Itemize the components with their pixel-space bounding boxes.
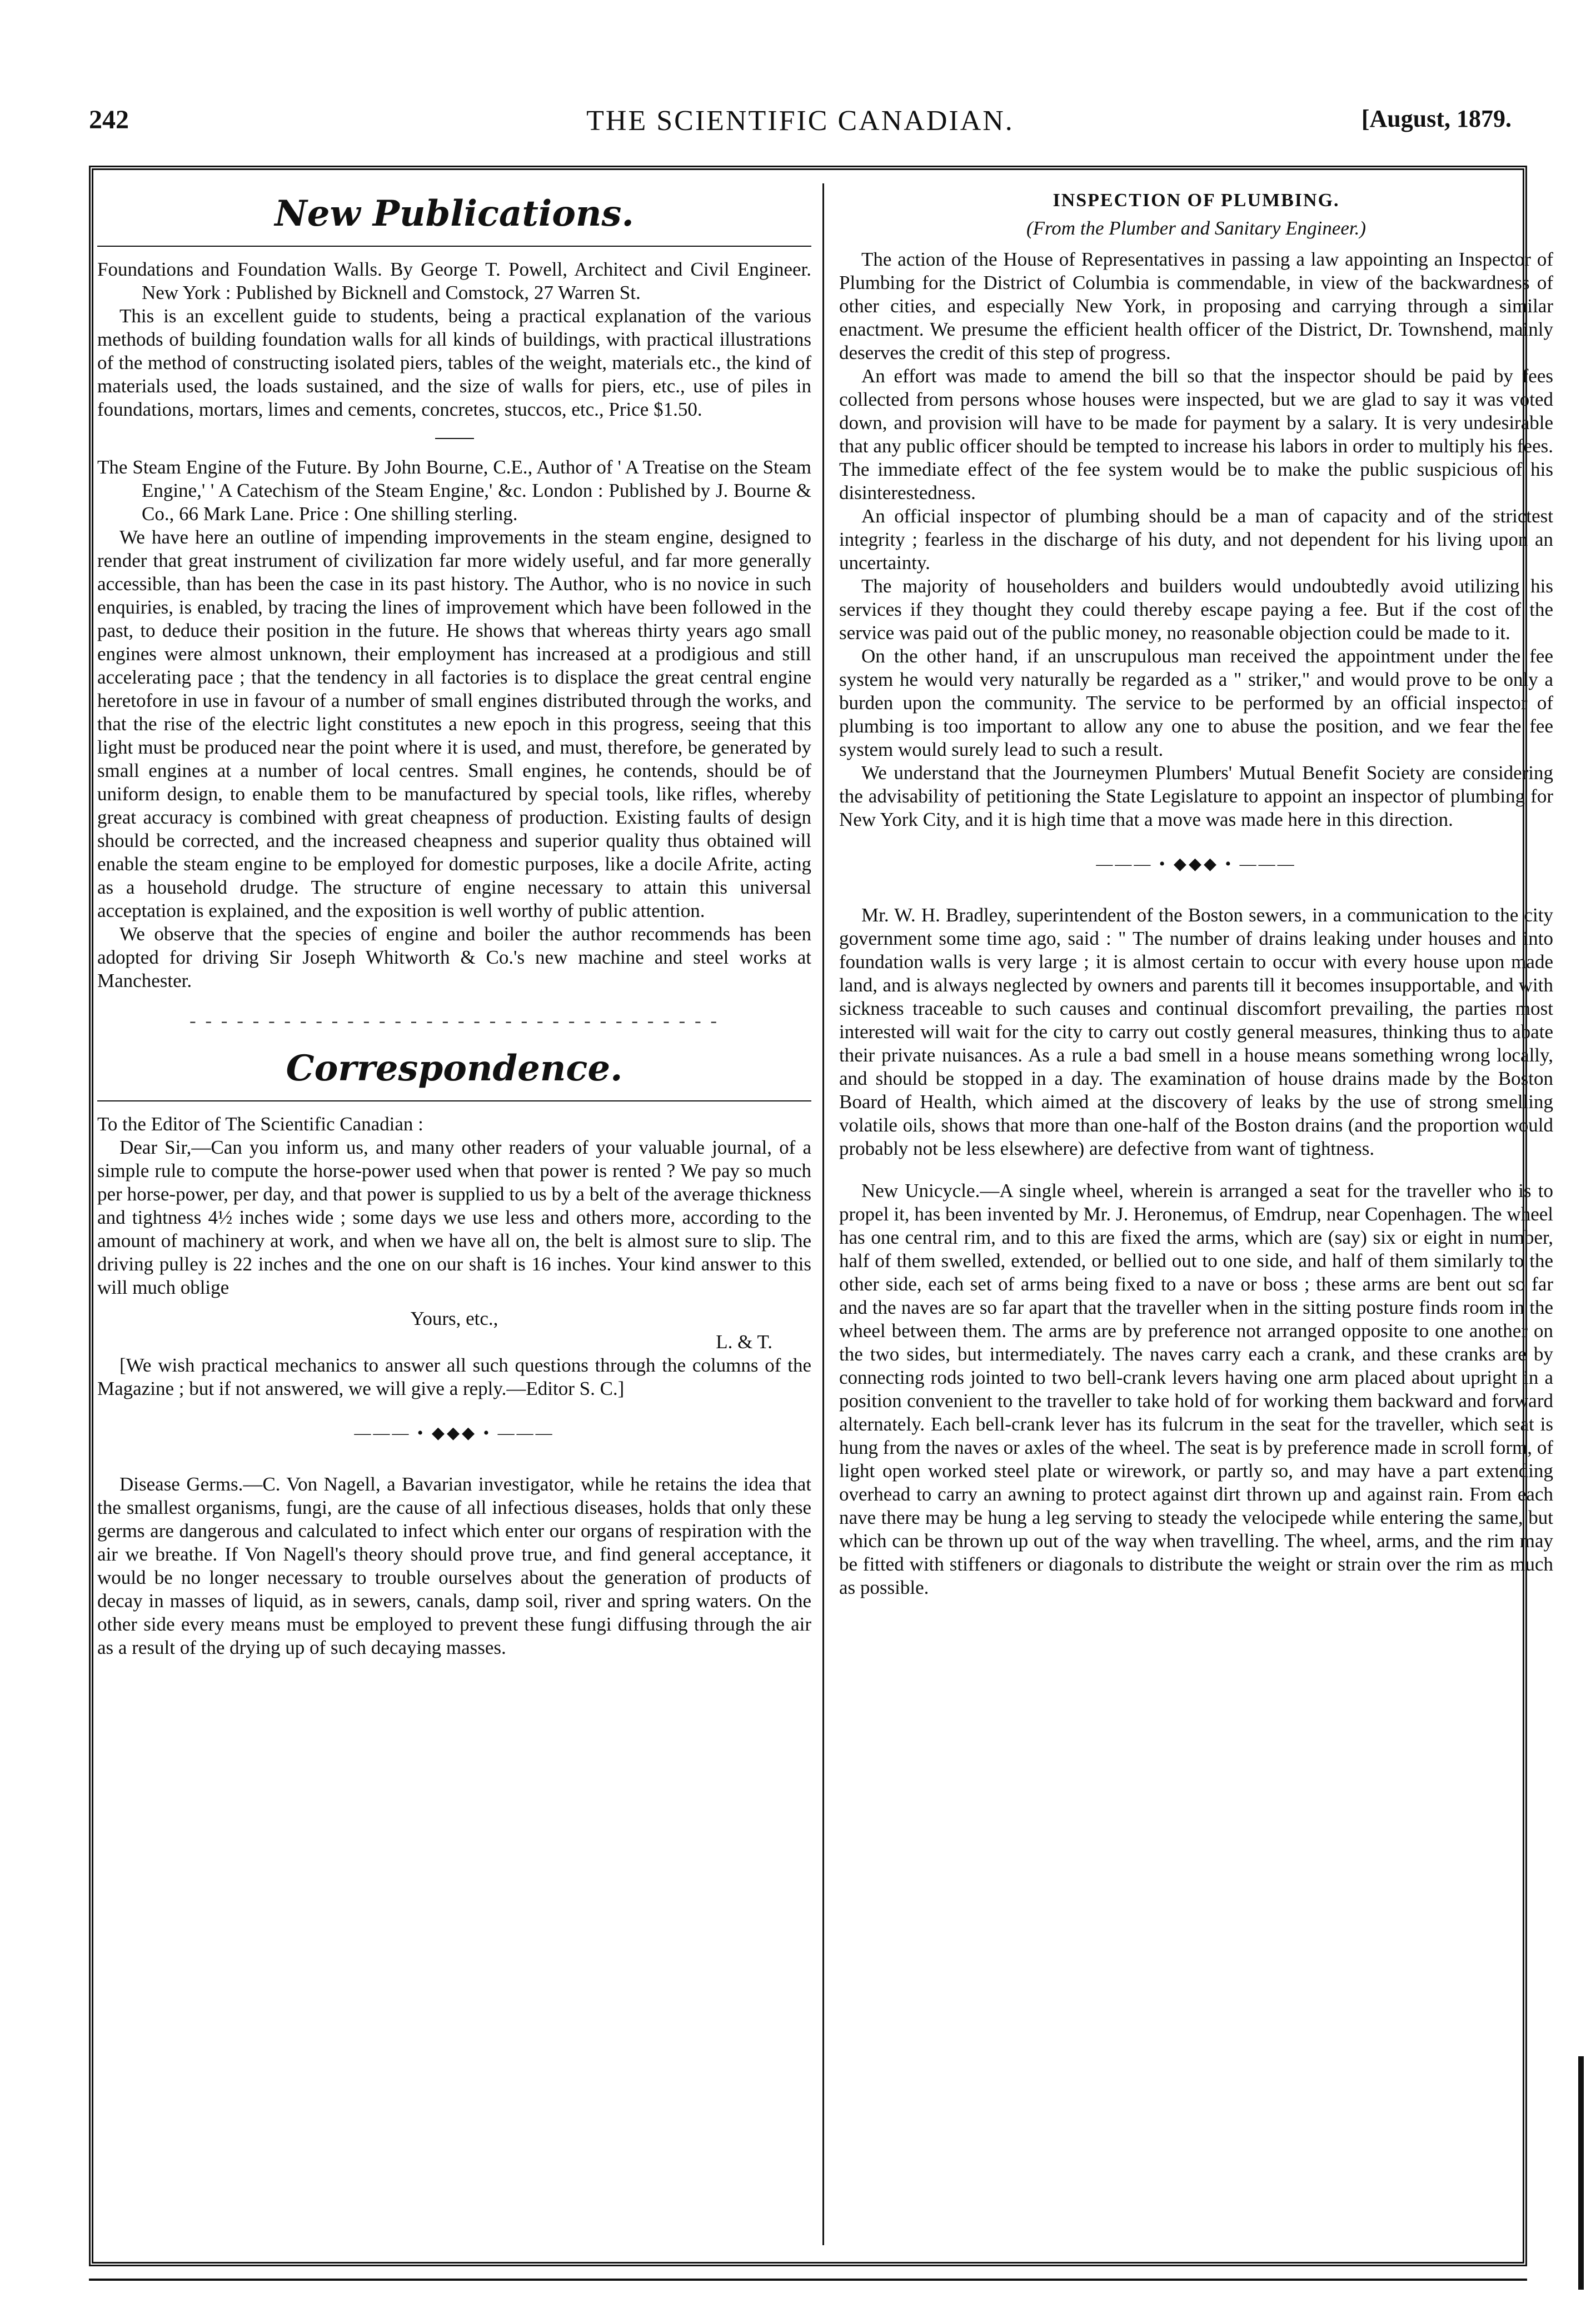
book2-review: We have here an outline of impending improvements in the steam engine, designed to render that great instrument of civilization far more widely useful, and far more generally accessible, than has been the case in its past history. The Author, who is no novice in such enquiries, is enabled, by tracing the lines of improvement which have been followed in the past, to deduce their position in the future. He shows that whereas thirty years ago small engines were almost unknown, their employment has increased at a prodigious and still accelerating pace ; that the tendency in all factories is to displace the great central engine heretofore in use in favour of a number of small engines distributed through the works, and that the rise of the electric light constitutes a new epoch in this progress, seeing that this light must be produced near the point where it is used, and must, therefore, be generated by small engines at a number of local centres. Small engines, he contends, should be of uniform design, to enable them to be manufactured by special tools, like rifles, whereby great accuracy is combined with great cheapness of production. Existing faults of design should be corrected, and the increased cheapness and superior quality thus obtained will enable the steam engine to be employed for domestic purposes, like a docile Afrite, acting as a household drudge. The structure of engine necessary to attain this universal acceptation is explained, and the exposition is well worthy of public attention. [97, 526, 811, 921]
spacer [839, 1160, 1553, 1179]
book1-citation: Foundations and Foundation Walls. By George T. Powell, Architect and Civil Engineer. New York : Published by Bicknell and Comstock, 27 Warren St. [97, 258, 811, 303]
column-rule [822, 183, 824, 2245]
bradley-article: Mr. W. H. Bradley, superintendent of the Boston sewers, in a communication to the city government some time ago, said : " The number of drains leaking under houses and into foundation walls is very large ; it is almost certain to occur with every house upon made land, and is always neglected by owners and parents till it becomes insupportable, and with sickness traceable to such causes and continual discomfort prevailing, the parties most interested will wait for the city to carry out costly general measures, thinking thus to abate their private nuisances. As a rule a bad smell in a house means something wrong locally, and should be stopped in a day. The examination of house drains made by the Boston Board of Health, which aimed at the discovery of leaks by the use of strong smelling volatile oils, shows that more than one-half of the Boston drains (and the proportion would probably not be less elsewhere) are defective from want of tightness. [839, 904, 1553, 1159]
correspondence-heading: Correspondence. [286, 1048, 623, 1089]
editor-note: [We wish practical mechanics to answer all such questions through the columns of the Magazine ; but if not answered, we will give a reply.—Editor S. C.] [97, 1354, 811, 1399]
margin-mark [1578, 2056, 1584, 2290]
plumbing-paragraph: The action of the House of Representatives in passing a law appointing an Inspector of Plumbing for the District of Columbia is commendable, in view of the backwardness of other cities, and especially New York, in proposing and carrying through a similar enactment. We presume the efficient health officer of the District, Dr. Townshend, mainly deserves the credit of this step of progress. [839, 248, 1553, 363]
page-number: 242 [89, 105, 129, 134]
plumbing-paragraph: We understand that the Journeymen Plumbers' Mutual Benefit Society are considering the advisability of petitioning the State Legislature to appoint an inspector of plumbing for New York City, and it is high time that a move was made here in this direction. [839, 762, 1553, 830]
bottom-rule [89, 2279, 1527, 2281]
plumbing-paragraph: An effort was made to amend the bill so that the inspector should be paid by fees collected from persons whose houses were inspected, but we are glad to say it was voted down, and provision will have to be made for payment by a salary. It is very undesirable that any public officer should be tempted to increase his labors in order to multiply his fees. The immediate effect of the fee system would be to make the public suspicious of his disinterestedness. [839, 365, 1553, 504]
letter-address: To the Editor of The Scientific Canadian : [97, 1113, 423, 1135]
heading-rule [97, 246, 811, 247]
plumbing-paragraph: The majority of householders and builders would undoubtedly avoid utilizing his services if they thought they could thereby escape paying a fee. But if the cost of the service was paid out of the public money, no reasonable objection could be made to it. [839, 575, 1553, 644]
plumbing-heading: INSPECTION OF PLUMBING. [1053, 190, 1340, 211]
journal-title: THE SCIENTIFIC CANADIAN. [586, 105, 1014, 137]
right-column [839, 189, 1553, 1599]
page-header [89, 104, 1512, 149]
section-divider: - - - - - - - - - - - - - - - - - - - - - - - - - - - - - - - - - - [189, 1010, 720, 1031]
plumbing-source: (From the Plumber and Sanitary Engineer.) [1026, 217, 1366, 239]
separator-rule [435, 438, 474, 439]
letter-closing: Yours, etc., [410, 1308, 498, 1329]
book1-review: This is an excellent guide to students, being a practical explanation of the various methods of building foundation walls for all kinds of buildings, with practical illustrations of the method of constructing isolated piers, tables of the weight, materials etc., the kind of materials used, the loads sustained, and the size of walls for piers, etc., use of piles in foundations, mortars, limes and cements, concretes, stuccos, etc., Price $1.50. [97, 305, 811, 420]
letter-signature: L. & T. [716, 1331, 772, 1353]
book2-citation: The Steam Engine of the Future. By John Bourne, C.E., Author of ' A Treatise on the Steam Engine,' ' A Catechism of the Steam Engine,' &c. London : Published by J. Bourne & Co., 66 Mark Lane. Price : One shilling sterling. [97, 456, 811, 525]
plumbing-paragraph: On the other hand, if an unscrupulous man received the appointment under the fee system he would very naturally be regarded as a " striker," and would prove to be only a burden upon the community. The service to be performed by an official inspector of plumbing is too important to allow any one to abuse the position, and we fear the fee system would surely lead to such a result. [839, 645, 1553, 760]
new-publications-heading: New Publications. [275, 193, 634, 235]
unicycle-article: New Unicycle.—A single wheel, wherein is arranged a seat for the traveller who is to propel it, has been invented by Mr. J. Heronemus, of Emdrup, near Copenhagen. The wheel has one central rim, and to this are fixed the arms, which are (say) six or eight in number, half of them swelled, extended, or bellied out to one side, and half of them similarly to the other side, each set of arms being fixed to a nave or boss ; these arms are bent out so far and the naves are so far apart that the traveller when in the sitting posture finds room in the wheel between them. The arms are by preference not arranged opposite to one another on the two sides, but intermediately. The naves carry each a crank, and these cranks are by connecting rods jointed to two bell-crank levers having one arm placed about upright in a position convenient to the traveller to take hold of for working them backward and forward alternately. Each bell-crank lever has its fulcrum in the seat for the traveller, which seat is hung from the naves or axles of the wheel. The seat is by preference made in scroll form, of light open worked steel plate or wirework, or partly so, and may have a part extending overhead to carry an awning to protect against dirt thrown up and against rain. From each nave there may be hung a leg serving to steady the velocipede while entering the same, but which can be thrown up out of the way when travelling. The wheel, arms, and the rim may be fitted with stiffeners or diagonals to distribute the weight or strain over the rim as much as possible. [839, 1180, 1553, 1598]
issue-date: [August, 1879. [1361, 105, 1512, 132]
left-column [97, 189, 811, 1659]
heading-rule [97, 1100, 811, 1101]
plumbing-paragraph: An official inspector of plumbing should be a man of capacity and of the strictest integrity ; fearless in the discharge of his duty, and not dependent for his living upon an uncertainty. [839, 505, 1553, 574]
book2-review-continued: We observe that the species of engine and boiler the author recommends has been adopted for driving Sir Joseph Whitworth & Co.'s new machine and steel works at Manchester. [97, 923, 811, 991]
disease-germs-article: Disease Germs.—C. Von Nagell, a Bavarian investigator, while he retains the idea that the smallest organisms, fungi, are the cause of all infectious diseases, holds that only these germs are dangerous and calculated to infect which enter our organs of respiration with the air we breathe. If Von Nagell's theory should prove true, and find general acceptance, it would be no longer necessary to trouble ourselves about the generation of products of decay in masses of liquid, as in sewers, canals, damp soil, river and spring waters. On the other side every means must be employed to prevent these fungi diffusing through the air as a result of the drying up of such decaying masses. [97, 1473, 811, 1658]
ornament-divider: ——— • ◆◆◆ • ——— [1096, 855, 1296, 873]
ornament-divider: ——— • ◆◆◆ • ——— [354, 1424, 555, 1442]
letter-body: Dear Sir,—Can you inform us, and many other readers of your valuable journal, of a simple rule to compute the horse-power used when that power is rented ? We pay so much per horse-power, per day, and that power is supplied to us by a belt of the average thickness and tightness 4½ inches wide ; some days we use less and others more, according to the amount of machinery at work, and when we have all on, the belt is almost sure to slip. The driving pulley is 22 inches and the one on our shaft is 16 inches. Your kind answer to this will much oblige [97, 1136, 811, 1298]
